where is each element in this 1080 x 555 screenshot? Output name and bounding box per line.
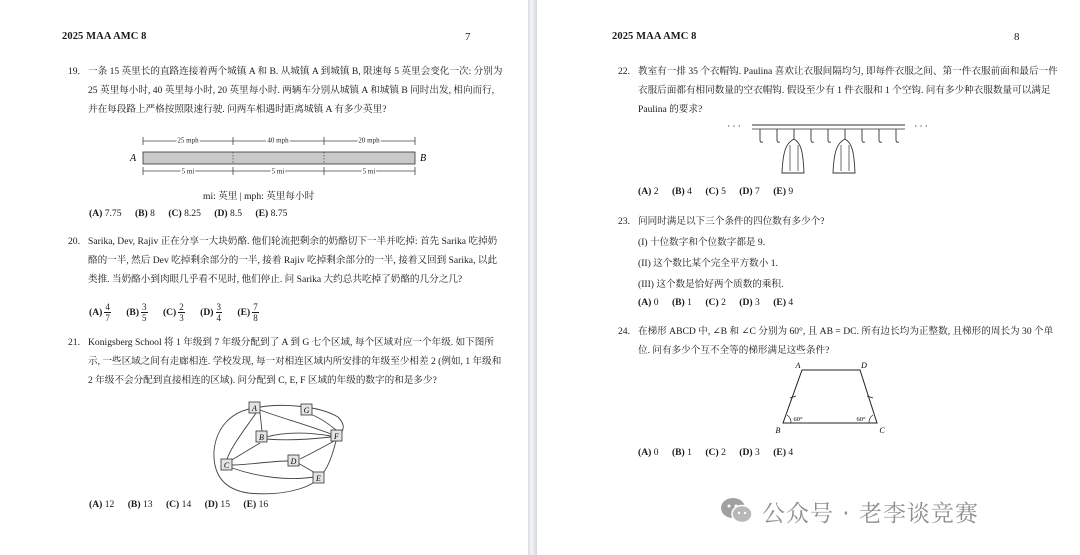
hook-row	[760, 129, 899, 142]
question-number: 21.	[68, 337, 80, 348]
answer-choices-24	[638, 447, 804, 458]
question-text: Konigsberg School 将 1 年级到 7 年级分配到了 A 到 G 七个区域, 每个区域对应一个年级. 如下图所示, 一些区域之间有走廊相连. 学校发现, 每一对相连区域内所安排的年级至少相差 2 (例如, 1 年级和 2 年级不会分配到直接相连的区域). 问分配到 C, E, F 区域的年级的数字的和是多少?	[88, 337, 502, 386]
question-text: 在梯形 ABCD 中, ∠B 和 ∠C 分别为 60°, 且 AB = DC. 所有边长均为正整数, 且梯形的周长为 30 个单位. 问有多少个互不全等的梯形满足这些条件?	[638, 326, 1054, 356]
vertex-a: A	[795, 361, 801, 370]
region-node-c: C	[223, 461, 230, 470]
page-header: 2025 MAA AMC 8	[612, 31, 697, 42]
vertex-c: C	[879, 426, 885, 435]
condition-3: (III) 这个数是恰好两个质数的乘积.	[638, 279, 784, 290]
answer-option: (C) 8.25	[168, 208, 201, 219]
condition-1: (I) 十位数字和个位数字都是 9.	[638, 237, 766, 248]
region-node-a: A	[252, 404, 257, 413]
region-node-e: E	[316, 474, 321, 483]
coat-icon	[782, 139, 804, 173]
road-diagram	[125, 133, 435, 183]
region-node-d: D	[290, 457, 297, 466]
page-gutter	[528, 0, 537, 555]
region-node-f: F	[334, 432, 339, 441]
answer-option: (B) 13	[127, 499, 153, 510]
right-page	[537, 0, 1080, 555]
answer-option: (B) 8	[134, 208, 155, 219]
ellipsis-right: · · ·	[914, 121, 928, 131]
answer-option: (E) $\frac{7}{8}$	[237, 302, 258, 323]
speed-label-2: 40 mph	[267, 136, 289, 145]
answer-option: (E) 4	[773, 447, 794, 458]
question-number: 22.	[618, 66, 630, 77]
answer-option: (A) 12	[89, 499, 115, 510]
answer-option: (A) 0	[638, 297, 659, 308]
question-text: 教室有一排 35 个衣帽钩. Paulina 喜欢让衣服间隔均匀, 即每件衣服之间、第一件衣服前面和最后一件衣服后面都有相同数量的空衣帽钩. 假设至少有 1 件衣服和 1 个空钩. 问有多少种衣服数量可以满足 Paulina 的要求?	[638, 66, 1058, 115]
coat-hook-diagram	[720, 115, 935, 180]
region-node-b: B	[259, 433, 264, 442]
answer-option: (A) 0	[638, 447, 659, 458]
answer-option: (C) $\frac{2}{3}$	[162, 302, 184, 323]
answer-option: (C) 5	[705, 186, 726, 197]
region-graph	[208, 397, 358, 497]
speed-label-3: 20 mph	[358, 136, 380, 145]
road-bar	[143, 152, 415, 164]
answer-option: (B) 1	[671, 447, 692, 458]
answer-choices-20	[89, 302, 272, 323]
answer-option: (D) 3	[739, 447, 760, 458]
question-text: 问同时满足以下三个条件的四位数有多少个?	[638, 216, 825, 227]
angle-b-label: 60°	[793, 416, 803, 423]
vertex-d: D	[861, 361, 867, 370]
question-text: Sarika, Dev, Rajiv 正在分享一大块奶酪. 他们轮流把剩余的奶酪切下一半并吃掉: 首先 Sarika 吃掉奶酪的一半, 然后 Dev 吃掉剩余部分的一半, 接着 Rajiv 吃掉剩余部分的一半, 接着又回到 Sarika, 以此类推. 当奶酪小到肉眼几乎看不见时, 他们停止. 问 Sarika 大约总共吃掉了奶酪的几分之几?	[88, 236, 498, 285]
answer-option: (E) 8.75	[255, 208, 288, 219]
distance-label-3: 5 mi	[362, 167, 376, 176]
answer-option: (C) 2	[705, 297, 726, 308]
answer-option: (A) 2	[638, 186, 659, 197]
question-number: 24.	[618, 326, 630, 337]
answer-choices-22	[638, 186, 804, 197]
question-text: 一条 15 英里长的直路连接着两个城镇 A 和 B. 从城镇 A 到城镇 B, 限速每 5 英里会变化一次: 分别为 25 英里每小时, 40 英里每小时, 20 英里每小时. 两辆车分别从城镇 A 和城镇 B 同时出发, 相向而行, 并在每段路上严格按照限速行驶. 问两车相遇时距离城镇 A 有多少英里?	[88, 66, 503, 115]
ellipsis-left: · · ·	[727, 121, 741, 131]
trapezoid-diagram	[760, 360, 885, 440]
question-number: 20.	[68, 236, 80, 247]
question-number: 19.	[68, 66, 80, 77]
answer-option: (C) 14	[165, 499, 192, 510]
answer-choices-21	[89, 499, 279, 510]
answer-option: (A) 7.75	[89, 208, 122, 219]
speed-label-1: 25 mph	[177, 136, 199, 145]
unit-legend: mi: 英里 | mph: 英里每小时	[203, 191, 315, 202]
answer-option: (D) 15	[204, 499, 230, 510]
page-number: 8	[1014, 31, 1020, 43]
answer-option: (B) $\frac{3}{5}$	[126, 302, 147, 323]
answer-option: (B) 4	[671, 186, 692, 197]
watermark	[720, 491, 1060, 531]
answer-choices-23	[638, 297, 804, 308]
distance-label-2: 5 mi	[271, 167, 285, 176]
question-number: 23.	[618, 216, 630, 227]
corridor	[214, 408, 320, 494]
condition-2: (II) 这个数比某个完全平方数小 1.	[638, 258, 778, 269]
answer-option: (D) 3	[739, 297, 760, 308]
answer-option: (A) $\frac{4}{7}$	[89, 302, 110, 323]
region-node-g: G	[303, 406, 310, 415]
answer-option: (D) 7	[739, 186, 760, 197]
page-number: 7	[465, 31, 471, 43]
town-b-label: B	[419, 153, 427, 164]
answer-option: (D) $\frac{3}{4}$	[200, 302, 221, 323]
wechat-icon	[720, 496, 754, 526]
answer-option: (C) 2	[705, 447, 726, 458]
page-header: 2025 MAA AMC 8	[62, 31, 147, 42]
watermark-text: 公众号 · 老李谈竞赛	[762, 500, 979, 527]
answer-option: (E) 4	[773, 297, 794, 308]
town-a-label: A	[129, 153, 137, 164]
answer-option: (D) 8.5	[214, 208, 243, 219]
distance-label-1: 5 mi	[181, 167, 195, 176]
answer-choices-19	[89, 208, 298, 219]
vertex-b: B	[775, 426, 781, 435]
corridor	[255, 405, 343, 436]
answer-option: (E) 16	[243, 499, 269, 510]
coat-icon	[833, 139, 855, 173]
angle-c-label: 60°	[856, 416, 866, 423]
left-page	[0, 0, 528, 555]
answer-option: (B) 1	[671, 297, 692, 308]
answer-option: (E) 9	[773, 186, 794, 197]
